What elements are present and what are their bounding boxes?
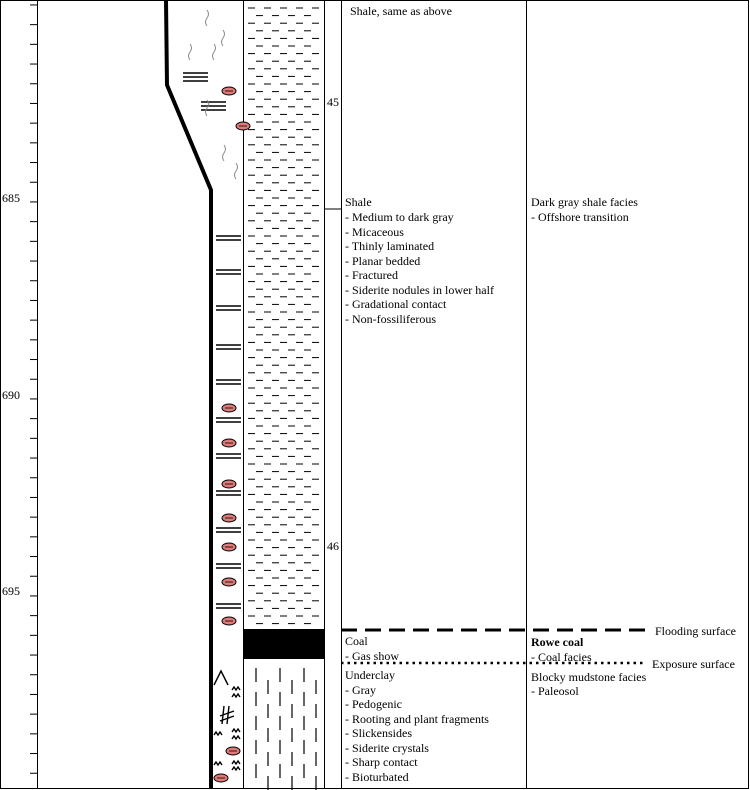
depth-axis-ticks bbox=[30, 5, 37, 773]
shale-item: - Gradational contact bbox=[345, 297, 447, 311]
root-trace-icon bbox=[214, 671, 228, 685]
underclay-item: - Sharp contact bbox=[345, 755, 418, 769]
rootlet-wavy-icon bbox=[232, 729, 240, 739]
underclay-item: - Bioturbated bbox=[345, 770, 409, 784]
depth-label-685: 685 bbox=[2, 191, 20, 205]
shale-item: - Medium to dark gray bbox=[345, 210, 454, 224]
coal-item: - Gas show bbox=[345, 649, 399, 663]
shale-item: - Siderite nodules in lower half bbox=[345, 283, 494, 297]
flooding-surface-label: Flooding surface bbox=[655, 624, 736, 638]
shale-title: Shale bbox=[345, 195, 372, 209]
shale-item: - Thinly laminated bbox=[345, 239, 435, 253]
core-box-label-46: 46 bbox=[327, 539, 339, 553]
underclay-item: - Slickensides bbox=[345, 726, 412, 740]
facies-interpretations bbox=[531, 195, 647, 698]
upper-shale-title: Shale, same as above bbox=[350, 4, 452, 18]
underclay-item: - Rooting and plant fragments bbox=[345, 712, 489, 726]
grain-size-profile bbox=[166, 0, 211, 789]
depth-axis-labels bbox=[2, 191, 20, 598]
slickenside-icon bbox=[220, 706, 234, 724]
shale-item: - Planar bedded bbox=[345, 254, 421, 268]
rootlet-wavy-icon bbox=[232, 761, 240, 770]
rootlet-wavy-icon bbox=[214, 732, 222, 735]
depth-label-690: 690 bbox=[2, 388, 20, 402]
rootlet-wavy-icon bbox=[232, 687, 240, 697]
exposure-surface-label: Exposure surface bbox=[652, 657, 735, 671]
rootlet-wavy-icon bbox=[214, 762, 222, 765]
mudstone-facies-item: - Paleosol bbox=[531, 684, 579, 698]
shale-item: - Micaceous bbox=[345, 225, 404, 239]
lithology-descriptions bbox=[345, 4, 494, 784]
shale-facies-item: - Offshore transition bbox=[531, 210, 629, 224]
coal-bed bbox=[244, 629, 324, 659]
underclay-item: - Gray bbox=[345, 683, 376, 697]
underclay-item: - Siderite crystals bbox=[345, 741, 429, 755]
shale-facies-title: Dark gray shale facies bbox=[531, 195, 638, 209]
paleosol-symbols bbox=[214, 671, 240, 770]
core-box-label-45: 45 bbox=[327, 95, 339, 109]
mudstone-facies-title: Blocky mudstone facies bbox=[531, 670, 647, 684]
shale-pattern bbox=[248, 8, 319, 624]
underclay-item: - Pedogenic bbox=[345, 697, 402, 711]
coal-facies-item: - Coal facies bbox=[531, 650, 592, 664]
depth-label-695: 695 bbox=[2, 584, 20, 598]
coal-title: Coal bbox=[345, 634, 368, 648]
shale-item: - Non-fossiliferous bbox=[345, 312, 436, 326]
coal-facies-title: Rowe coal bbox=[531, 635, 584, 649]
underclay-pattern bbox=[256, 668, 316, 790]
siderite-nodule-symbols bbox=[214, 87, 250, 782]
underclay-title: Underclay bbox=[345, 668, 395, 682]
shale-item: - Fractured bbox=[345, 268, 398, 282]
